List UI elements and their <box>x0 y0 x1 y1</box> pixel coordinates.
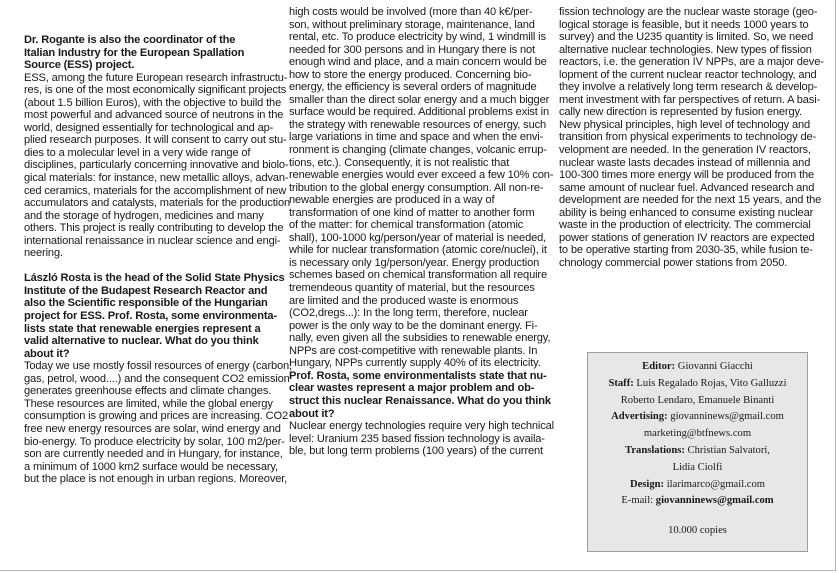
text-line: alternative nuclear technologies. New types of fission <box>559 43 812 56</box>
heading-line: Prof. Rosta, some environmentalists state that nu- <box>289 369 547 382</box>
text-line: free new energy resources are solar, wind energy and <box>24 422 281 435</box>
credits-staff: Staff: Luis Regalado Rojas, Vito Galluzzi <box>608 377 787 389</box>
credits-design: Design: ilarimarco@gmail.com <box>629 478 766 490</box>
text-line: energy, the efficiency is several orders of magnitude <box>289 81 537 94</box>
credits-staff-2: Roberto Lendaro, Emanuele Binanti <box>620 394 775 406</box>
text-line: development are needed for the next 15 years, and the <box>559 194 822 207</box>
text-line: international renaissance in nuclear science and engi- <box>24 234 281 247</box>
text-line: lopment of the current nuclear reactor technology, and <box>559 68 817 81</box>
text-line: New physical principles, high level of technology and <box>559 118 811 131</box>
text-line: gical materials: for instance, new metallic alloys, advan- <box>24 172 289 185</box>
heading-line: lists state that renewable energies represent a <box>24 322 261 335</box>
text-line: cally new direction is represented by fusion energy. <box>559 106 802 119</box>
text-line: These resources are limited, while the global energy <box>24 397 273 410</box>
credits-translations: Translations: Christian Salvatori, <box>625 444 770 456</box>
text-line: generates greenhouse effects and climate changes. <box>24 385 272 398</box>
text-line: newable energies are produced in a way of <box>289 194 495 207</box>
column-2 <box>289 6 554 458</box>
heading-line: struct this nuclear Renaissance. What do you think <box>289 394 551 407</box>
text-line: tribution to the global energy consumption. All non-re- <box>289 181 544 194</box>
text-line: high costs would be involved (more than 40 k€/per- <box>289 6 533 18</box>
text-line: transformation of one kind of matter to another form <box>289 206 535 219</box>
text-line: ble, but long term problems (100 years) of the current <box>289 445 543 458</box>
credits-copies: 10.000 copies <box>668 525 727 537</box>
text-line: shall), 100-1000 kg/person/year of material is needed, <box>289 231 547 244</box>
text-line: but the place is not enough in urban regions. Moreover, <box>24 473 288 486</box>
text-line: Hungary, NPPs currently supply 40% of its electricity. <box>289 357 541 370</box>
text-line: large variations in time and space and when the envi- <box>289 131 544 144</box>
column-1 <box>24 34 292 486</box>
column-3 <box>559 6 824 269</box>
text-line: Nuclear energy technologies require very high technical <box>289 420 554 433</box>
text-line: power is the only way to be the dominant energy. Fi- <box>289 319 538 332</box>
text-line: tions, etc.). Consequently, it is not realistic that <box>289 156 510 169</box>
text-line: res, is one of the most economically significant projects <box>24 84 287 97</box>
heading-line: about it? <box>24 347 70 360</box>
text-line: how to store the energy produced. Concerning bio- <box>289 68 532 81</box>
credits-advertising: Advertising: giovanninews@gmail.com <box>611 411 784 423</box>
text-line: reactors, i.e. the generation IV NPPs, are a major deve- <box>559 56 824 69</box>
heading-line: about it? <box>289 407 335 420</box>
text-line: waste in the production of electricity. The commercial <box>559 219 811 232</box>
text-line: nuclear waste lasts decades instead of millennia and <box>559 156 811 169</box>
text-line: of the matter: for chemical transformation (atomic <box>289 219 524 232</box>
text-line: they involve a relatively long term research & develop- <box>559 81 818 94</box>
text-line: renewable energies would ever exceed a few 10% con- <box>289 169 554 182</box>
credits-editor: Editor: Giovanni Giacchi <box>642 361 753 372</box>
heading-line: Source (ESS) project. <box>24 59 135 72</box>
heading-line: project for ESS. Prof. Rosta, some environmenta- <box>24 310 277 323</box>
heading-line: valid alternative to nuclear. What do you think <box>24 335 259 348</box>
text-line: velopment are needed. In the generation IV reactors, <box>559 144 811 157</box>
text-line: (CO2,dregs...): In the long term, therefore, nuclear <box>289 307 528 320</box>
text-line: ment investment with far perspectives of return. A basi- <box>559 93 821 106</box>
credits-translations-2: Lidia Ciolfi <box>672 461 723 473</box>
text-line: enough wind and place, and a main concern would be <box>289 56 547 69</box>
text-line: accumulators and catalysts, materials for the production <box>24 197 290 210</box>
text-line: plied research purposes. It will consent to carry out stu- <box>24 134 287 147</box>
text-line: chnology commercial power stations from 2050. <box>559 256 788 269</box>
heading-line: Dr. Rogante is also the coordinator of the <box>24 34 236 46</box>
credits-advertising-2: marketing@btfnews.com <box>643 428 752 440</box>
text-line: are limited and the produced waste is enormous <box>289 294 519 307</box>
text-line: and the storage of hydrogen, medicines and many <box>24 209 264 222</box>
heading-line: also the Scientific responsible of the Hungarian <box>24 297 268 310</box>
text-line: level: Uranium 235 based fission technology is availa- <box>289 432 545 445</box>
text-line <box>24 260 286 273</box>
text-line: neering. <box>24 247 63 260</box>
heading-line: clear wastes represent a major problem and ob- <box>289 382 535 395</box>
text-line: ESS, among the future European research infrastructu- <box>24 71 288 84</box>
text-line: gas, petrol, wood....) and the consequent CO2 emission <box>24 372 290 385</box>
text-line: the strategy with renewable resources of energy, such <box>289 118 546 131</box>
text-line: son are currently needed and in Hungary, for instance, <box>24 448 283 461</box>
text-line: others. This project is really contributing to develop the <box>24 222 284 235</box>
text-line: needed for 300 persons and in Hungary there is not <box>289 43 535 56</box>
text-line: logical storage is feasible, but it needs 1000 years to <box>559 18 809 31</box>
heading-line: Institute of the Budapest Research Reactor and <box>24 284 268 297</box>
text-line: nally, even given all the subsidies to renewable energy, <box>289 332 551 345</box>
text-line: survey) and the U235 quantity is limited. So, we need <box>559 31 814 44</box>
text-line: dies to a molecular level in a very wide range of <box>24 146 251 159</box>
text-line: power stations of generation IV reactors are expected <box>559 231 815 244</box>
heading-line: Italian Industry for the European Spallation <box>24 46 245 59</box>
text-line: a minimum of 1000 km2 surface would be necessary, <box>24 460 278 473</box>
text-line: bio-energy. To produce electricity by solar, 100 m2/per- <box>24 435 285 448</box>
text-line: 100-300 times more energy will be produced from the <box>559 169 815 182</box>
text-line: most powerful and advanced source of neutrons in the <box>24 109 284 122</box>
text-line: son, without preliminary storage, maintenance, land <box>289 18 535 31</box>
text-line: schemes based on chemical transformation all require <box>289 269 547 282</box>
text-line: while for nuclear transformation (atomic core/nuclei), it <box>289 244 547 257</box>
text-line: same amount of nuclear fuel. Advanced research and <box>559 181 815 194</box>
text-line: fission technology are the nuclear waste storage (geo- <box>559 6 818 18</box>
credits-box <box>587 352 808 552</box>
text-line: ability is being enhanced to consume existing nuclear <box>559 206 814 219</box>
text-line: ronment is changing (climate changes, volcanic errup- <box>289 144 547 157</box>
text-line: disciplines, particularly concerning innovative and biolo- <box>24 159 289 172</box>
text-line: is necessary only 1g/person/year. Energy production <box>289 256 540 269</box>
text-line: tremendeous quantity of material, but the resources <box>289 282 535 295</box>
heading-line: László Rosta is the head of the Solid State Physics <box>24 272 285 285</box>
text-line: smaller than the direct solar energy and a much bigger <box>289 93 550 106</box>
text-line: NPPs are cost-competitive with renewable plants. In <box>289 344 538 357</box>
text-line: consumption is growing and prices are increasing. CO2 <box>24 410 288 423</box>
text-line: rental, etc. To produce electricity by wind, 1 windmill is <box>289 31 546 44</box>
text-line: ced ceramics, materials for the accomplishment of new <box>24 184 287 197</box>
credits-email: E-mail: giovanninews@gmail.com <box>621 495 774 507</box>
text-line: (about 1.5 billion Euros), with the objective to build the <box>24 96 282 109</box>
text-line: world, designed essentially for technological and ap- <box>24 121 274 134</box>
text-line: to be operative starting from 2030-35, while fusion te- <box>559 244 813 257</box>
text-line: transition from physical experiments to technology de- <box>559 131 817 144</box>
text-line: surface would be required. Additional problems exist in <box>289 106 549 119</box>
text-line: Today we use mostly fossil resources of energy (carbon, <box>24 360 292 373</box>
